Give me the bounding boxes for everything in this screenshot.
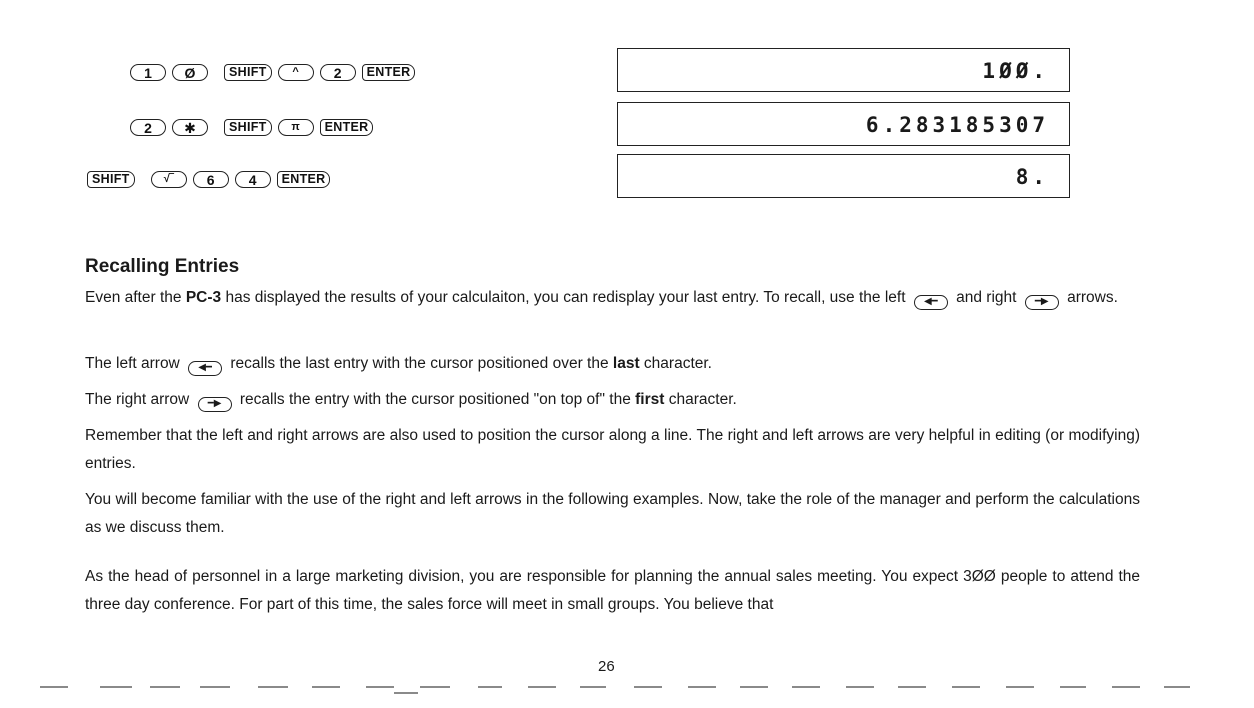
key-enter: ENTER bbox=[277, 171, 331, 188]
paragraph-2 bbox=[85, 350, 1140, 378]
key-pi: π bbox=[278, 119, 314, 136]
text: has displayed the results of your calculaiton, you can redisplay your last entry. To recall, use the left bbox=[221, 289, 910, 306]
key-enter: ENTER bbox=[320, 119, 374, 136]
display-value: 1ØØ. bbox=[982, 59, 1049, 83]
key-caret: ^ bbox=[278, 64, 314, 81]
text: Even after the bbox=[85, 289, 186, 306]
paragraph-5: You will become familiar with the use of the right and left arrows in the following examples. Now, take the role of the manager and perform the calculations as we discuss them. bbox=[85, 491, 1140, 536]
text: recalls the last entry with the cursor positioned over the bbox=[226, 355, 613, 372]
key-shift: SHIFT bbox=[87, 171, 135, 188]
key-1: 1 bbox=[130, 64, 166, 81]
paragraph-3 bbox=[85, 386, 1140, 414]
paragraph-6: As the head of personnel in a large marketing division, you are responsible for planning the annual sales meeting. You expect 3ØØ people to attend the three day conference. For part of this time, the sales force will meet in small groups. You believe that bbox=[85, 568, 1140, 613]
key-row-3 bbox=[87, 171, 330, 188]
text: recalls the entry with the cursor positioned "on top of" the bbox=[235, 391, 636, 408]
text: The left arrow bbox=[85, 355, 185, 372]
page-number: 26 bbox=[598, 658, 615, 675]
paragraph-4: Remember that the left and right arrows are also used to position the cursor along a line. The right and left arrows are very helpful in editing (or modifying) entries. bbox=[85, 427, 1140, 472]
key-4: 4 bbox=[235, 171, 271, 188]
left-arrow-icon: ◀━ bbox=[188, 361, 222, 376]
text: character. bbox=[639, 355, 712, 372]
key-shift: SHIFT bbox=[224, 119, 272, 136]
key-enter: ENTER bbox=[362, 64, 416, 81]
key-shift: SHIFT bbox=[224, 64, 272, 81]
brand-name: PC-3 bbox=[185, 289, 222, 306]
key-sqrt: √‾ bbox=[151, 171, 187, 188]
display-3 bbox=[617, 154, 1070, 198]
key-2: 2 bbox=[320, 64, 356, 81]
key-2: 2 bbox=[130, 119, 166, 136]
text: The right arrow bbox=[85, 391, 194, 408]
key-row-2 bbox=[130, 119, 373, 136]
emphasis: first bbox=[635, 391, 665, 408]
display-value: 6.283185307 bbox=[865, 113, 1049, 137]
display-1 bbox=[617, 48, 1070, 92]
emphasis: last bbox=[612, 355, 640, 372]
key-row-1 bbox=[130, 64, 415, 81]
key-6: 6 bbox=[193, 171, 229, 188]
key-zero: Ø bbox=[172, 64, 208, 81]
text: character. bbox=[664, 391, 737, 408]
right-arrow-icon: ━▶ bbox=[1025, 295, 1059, 310]
key-multiply: ✱ bbox=[172, 119, 208, 136]
text: and right bbox=[951, 289, 1021, 306]
scan-artifact-divider bbox=[40, 684, 1210, 694]
paragraph-1 bbox=[85, 284, 1140, 312]
display-value: 8. bbox=[1015, 165, 1049, 189]
display-2 bbox=[617, 102, 1070, 146]
text: arrows. bbox=[1062, 289, 1118, 306]
section-title: Recalling Entries bbox=[85, 256, 240, 277]
right-arrow-icon: ━▶ bbox=[198, 397, 232, 412]
left-arrow-icon: ◀━ bbox=[914, 295, 948, 310]
